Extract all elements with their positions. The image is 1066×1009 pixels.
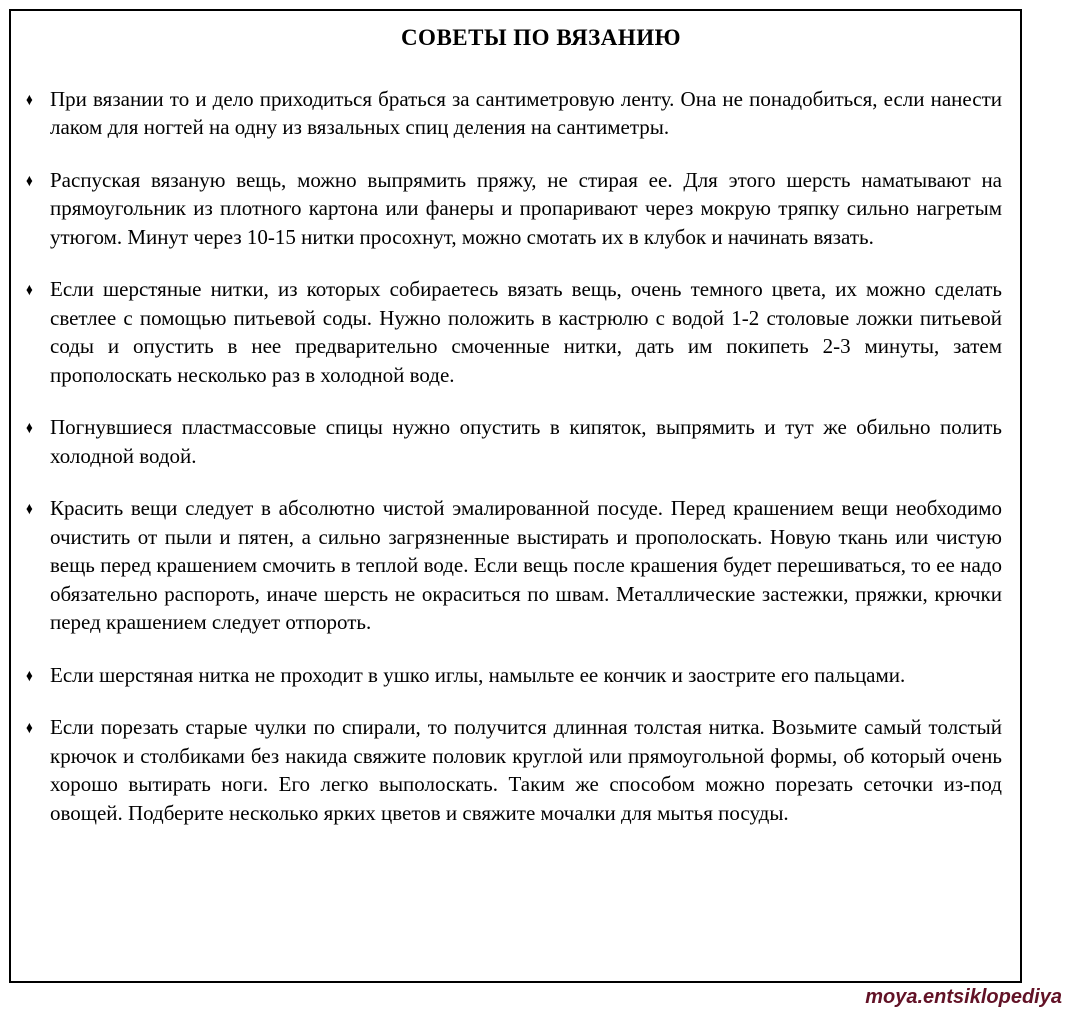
diamond-bullet-icon: ♦ [26, 418, 33, 438]
tip-item [26, 494, 1002, 637]
tip-item [26, 166, 1002, 252]
tip-item [26, 85, 1002, 142]
document-frame [9, 9, 1022, 983]
tip-text: Красить вещи следует в абсолютно чистой эмалированной посуде. Перед крашением вещи необходимо очистить от пыли и пятен, а сильно загрязненные выстирать и прополоскать. Новую ткань или чистую вещь перед крашением смочить в теплой воде. Если вещь после крашения будет перешиваться, то ее надо обязательно распороть, иначе шерсть не окраситься по швам. Металлические застежки, пряжки, крючки перед крашением следует отпороть. [50, 496, 1002, 635]
tips-list [26, 85, 1002, 828]
tip-item [26, 275, 1002, 389]
tip-text: При вязании то и дело приходиться браться за сантиметровую ленту. Она не понадобиться, если нанести лаком для ногтей на одну из вязальных спиц деления на сантиметры. [50, 86, 1002, 140]
page-title: СОВЕТЫ ПО ВЯЗАНИЮ [400, 25, 682, 50]
tip-text: Распуская вязаную вещь, можно выпрямить пряжу, не стирая ее. Для этого шерсть наматывают на прямоугольник из плотного картона или фанеры и пропаривают через мокрую тряпку сильно нагретым утюгом. Минут через 10-15 нитки просохнут, можно смотать их в клубок и начинать вязать. [50, 167, 1002, 249]
tip-text: Если шерстяные нитки, из которых собираетесь вязать вещь, очень темного цвета, их можно сделать светлее с помощью питьевой соды. Нужно положить в кастрюлю с водой 1-2 столовые ложки питьевой соды и опустить в нее предварительно смоченные нитки, дать им покипеть 2-3 минуты, затем прополоскать несколько раз в холодной воде. [50, 277, 1002, 387]
diamond-bullet-icon: ♦ [26, 280, 33, 300]
tip-text: Если порезать старые чулки по спирали, то получится длинная толстая нитка. Возьмите самый толстый крючок и столбиками без накида свяжите половик круглой или прямоугольной формы, об который очень хорошо вытирать ноги. Его легко выполоскать. Таким же способом можно порезать сеточки из-под овощей. Подберите несколько ярких цветов и свяжите мочалки для мытья посуды. [50, 715, 1002, 825]
tip-item [26, 713, 1002, 827]
tip-item [26, 661, 1002, 690]
diamond-bullet-icon: ♦ [26, 718, 33, 738]
diamond-bullet-icon: ♦ [26, 665, 33, 685]
tip-item [26, 413, 1002, 470]
diamond-bullet-icon: ♦ [26, 170, 33, 190]
tip-text: Погнувшиеся пластмассовые спицы нужно опустить в кипяток, выпрямить и тут же обильно полить холодной водой. [50, 415, 1002, 468]
diamond-bullet-icon: ♦ [26, 499, 33, 519]
tip-text: Если шерстяная нитка не проходит в ушко иглы, намыльте ее кончик и заострите его пальцами. [50, 662, 906, 687]
watermark: moya.entsiklopediya [865, 986, 1062, 1008]
diamond-bullet-icon: ♦ [26, 89, 33, 109]
